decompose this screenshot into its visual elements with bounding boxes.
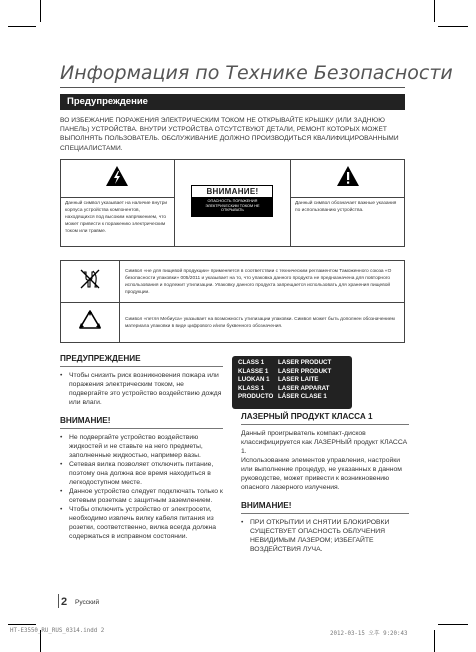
laser-label-line: KLASS 1 [238,384,265,392]
print-slug-date: 2012-03-15 오후 9:20:43 [330,631,408,637]
laser-class-label [232,356,352,409]
laser-product-text: Использование элементов управления, настройки или выполнение процедур, не указанных в данном руководстве, может привести к возникновению опасного лазерного излучения. [241,457,402,491]
lightning-symbol-cell [61,160,175,198]
not-for-food-cell [61,261,120,303]
caution-list-item: • Данное устройство следует подключать только к сетевым розеткам с защитным заземлением. [60,487,223,505]
laser-label-line: CLASS 1 [238,359,265,366]
caution-heading-rule [60,428,223,429]
caution-label-text: ОПАСНОСТЬ ПОРАЖЕНИЯ ЭЛЕКТРИЧЕСКИМ ТОКОМ НЕ ОТКРЫВАТЬ [192,197,272,216]
exclamation-warning-icon [336,165,360,187]
caution-label [191,185,273,217]
caution-list-item: • Не подвергайте устройство воздействию жидкостей и не ставьте на него предметы, заполненные жидкостью, например вазы. [60,433,223,460]
laser-label-line: PRODUCTO [238,393,274,401]
warning-heading: ПРЕДУПРЕЖДЕНИЕ [60,354,141,363]
warning-paragraph: ВО ИЗБЕЖАНИЕ ПОРАЖЕНИЯ ЭЛЕКТРИЧЕСКИМ ТОКОМ НЕ ОТКРЫВАЙТЕ КРЫШКУ (ИЛИ ЗАДНЮЮ ПАНЕЛЬ) УСТРОЙСТВА. ВНУТРИ УСТРОЙСТВА ОТСУТСТВУЮТ ДЕТАЛИ, РЕМОНТ КОТОРЫХ МОЖЕТ ВЫПОЛНЯТЬ ПОЛЬЗОВАТЕЛЬ. ОБСЛУЖИВАНИЕ ДОЛЖНО ПРОИЗВОДИТЬСЯ КВАЛИФИЦИРОВАННЫМИ СПЕЦИАЛИСТАМИ. [60,117,399,152]
section-header [60,94,405,110]
caution-list [60,433,223,541]
laser-caution-list [241,518,409,554]
not-for-food-text: Символ «не для пищевой продукции» применяется в соответствии с техническим регламентом Таможенного союза «О безопасности упаковки» 005/2011 и указывает на то, что упаковка данного продукта не предназначена для повторного использования и подлежит утилизации. Упаковку данного продукта запрещается использовать для хранения пищевой продукции. [125,268,392,295]
caution-heading: ВНИМАНИЕ! [60,416,111,425]
caution-list-item: • Сетевая вилка позволяет отключить питание, поэтому она должна все время находиться в легкодоступном месте. [60,460,223,487]
laser-label-line: LASER PRODUKT [278,367,332,375]
mobius-loop-text: Символ «петля Мебиуса» указывает на возможность утилизации упаковки. Символ может быть дополнен обозначением материала упаковки в виде цифрового и/или буквенного обозначения. [125,316,395,329]
warning-heading-rule [60,366,223,367]
lightning-symbol-description [61,198,175,247]
packaging-symbols-table [60,260,405,343]
laser-product-heading: ЛАЗЕРНЫЙ ПРОДУКТ КЛАССА 1 [241,412,373,421]
crop-mark [438,624,468,625]
laser-label-line: KLASSE 1 [238,367,269,375]
lightning-warning-icon [105,165,129,187]
mobius-loop-description [120,303,405,343]
exclamation-symbol-cell [291,160,405,198]
page-number: 2 [61,596,68,608]
caution-label-title: ВНИМАНИЕ! [192,186,272,197]
exclamation-symbol-description [291,198,405,247]
page-language: Русский [75,599,100,606]
laser-caution-item: • ПРИ ОТКРЫТИИ И СНЯТИИ БЛОКИРОВКИ СУЩЕСТВУЕТ ОПАСНОСТЬ ОБЛУЧЕНИЯ НЕВИДИМЫМ ЛАЗЕРОМ; ИЗБЕГАЙТЕ ВОЗДЕЙСТВИЯ ЛУЧА. [241,518,409,554]
right-column [241,412,409,554]
not-for-food-icon [78,267,102,291]
laser-label-line: LASER LAITE [278,376,319,384]
laser-product-text: Данный проигрыватель компакт-дисков классифицируется как ЛАЗЕРНЫЙ продукт КЛАССА 1. [241,430,408,455]
crop-mark [8,26,36,27]
lightning-description-text: Данный символ указывает на наличие внутри корпуса устройства компонентов, находящихся под высоким напряжением, что может привести к поражению электрическим током или травме. [65,201,168,234]
warning-list-item: • Чтобы снизить риск возникновения пожара или поражения электрическим током, не подвергайте это устройство воздействию дождя или влаги. [60,371,223,407]
not-for-food-description [120,261,405,303]
caution-list-item: • Чтобы отключить устройство от электросети, необходимо извлечь вилку кабеля питания из розетки, соответственно, вилка всегда должна содержаться в исправном состоянии. [60,505,223,541]
laser-label-line: LASER APPARAT [278,384,330,392]
footer-divider [58,594,59,608]
mobius-loop-cell [61,303,120,343]
laser-label-line: LÁSER CLASE 1 [278,393,327,401]
mobius-loop-icon [77,309,103,331]
page-title: Информация по Технике Безопасности [60,62,453,84]
title-rule [60,87,405,88]
caution-label-cell [174,160,290,247]
exclamation-description-text: Данный символ обозначает важные указания по использованию устройства. [295,201,397,213]
laser-caution-heading: ВНИМАНИЕ! [241,501,292,510]
crop-mark [40,0,41,22]
laser-label-line: LUOKAN 1 [238,376,270,384]
laser-caution-heading-rule [241,513,409,514]
laser-label-left-column [238,359,273,402]
crop-mark [438,26,468,27]
section-header-label: Предупреждение [67,96,148,107]
laser-heading-rule [241,424,409,425]
symbols-table [60,159,405,247]
left-column [60,354,223,541]
crop-mark [434,630,435,652]
warning-list [60,371,223,407]
laser-label-line: LASER PRODUCT [278,359,332,366]
crop-mark [8,624,36,625]
print-slug-file: HT-E3550_RU_RUS_0314.indd 2 [10,628,105,634]
laser-label-right-column [278,359,331,402]
crop-mark [434,0,435,22]
